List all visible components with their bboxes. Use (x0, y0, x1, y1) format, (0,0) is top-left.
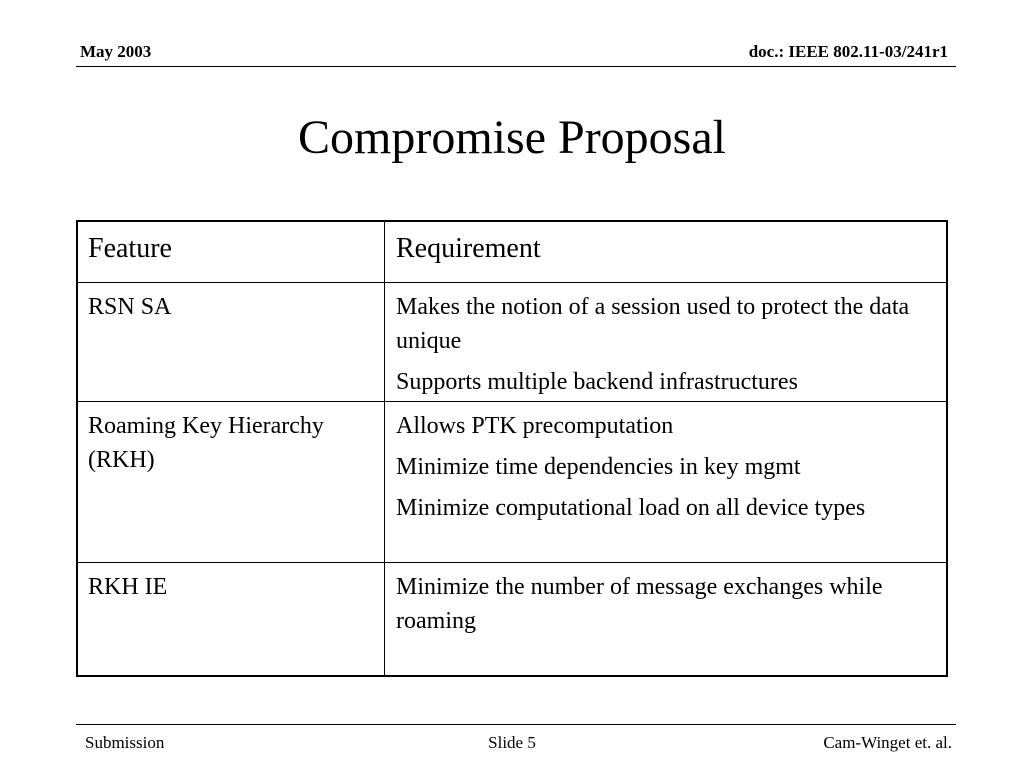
footer-divider (76, 724, 956, 725)
column-header-feature: Feature (88, 233, 172, 264)
slide-title: Compromise Proposal (298, 111, 726, 164)
requirement-cell (396, 402, 941, 532)
footer-slide-number: Slide 5 (488, 733, 536, 752)
header-date: May 2003 (80, 42, 152, 61)
requirement-item: Supports multiple backend infrastructures (396, 369, 798, 395)
header-doc-id: doc.: IEEE 802.11-03/241r1 (748, 42, 948, 61)
column-header-requirement: Requirement (396, 233, 541, 264)
footer-authors: Cam-Winget et. al. (823, 733, 952, 752)
requirement-cell (396, 563, 941, 645)
table-header-row (78, 222, 946, 283)
feature-cell: Roaming Key Hierarchy (RKH) (88, 413, 324, 473)
table-row (78, 402, 946, 563)
requirement-item: Minimize computational load on all device types (396, 495, 866, 521)
requirement-item: Makes the notion of a session used to protect the data unique (396, 294, 910, 354)
proposal-table (76, 220, 948, 677)
footer-submission: Submission (85, 733, 165, 752)
table-row (78, 563, 946, 675)
requirement-item: Minimize the number of message exchanges while roaming (396, 574, 883, 634)
requirement-cell (396, 283, 941, 406)
table-row (78, 283, 946, 402)
feature-cell: RSN SA (88, 294, 172, 320)
feature-cell: RKH IE (88, 574, 168, 600)
header-divider (76, 66, 956, 67)
requirement-item: Minimize time dependencies in key mgmt (396, 454, 801, 480)
requirement-item: Allows PTK precomputation (396, 413, 674, 439)
